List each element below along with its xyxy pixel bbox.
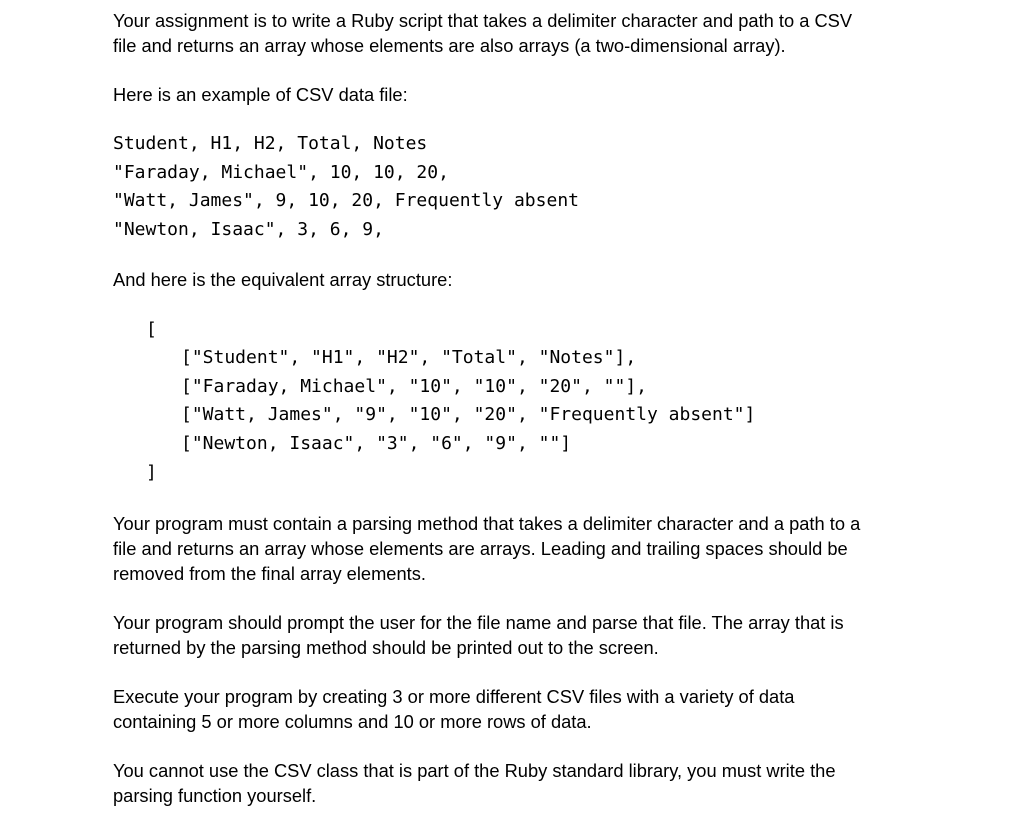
intro-paragraph [113,8,913,58]
parsing-requirement-paragraph [113,511,913,586]
array-row: ["Watt, James", "9", "10", "20", "Frequently absent"] [181,404,756,425]
execution-requirement-paragraph [113,684,913,734]
csv-line: "Faraday, Michael", 10, 10, 20, [113,161,449,183]
array-open-bracket: [ [146,319,157,340]
execution-line: containing 5 or more columns and 10 or more rows of data. [113,711,592,732]
array-rows [181,344,755,458]
prompt-line: returned by the parsing method should be printed out to the screen. [113,637,659,658]
prompt-requirement-paragraph [113,610,913,660]
prompt-line: Your program should prompt the user for the file name and parse that file. The array that is [113,612,844,633]
array-row: ["Faraday, Michael", "10", "10", "20", ""], [181,375,647,397]
csv-line: "Newton, Isaac", 3, 6, 9, [113,218,384,240]
array-row: ["Newton, Isaac", "3", "6", "9", ""] [181,432,572,454]
parsing-line: Your program must contain a parsing method that takes a delimiter character and a path to a [113,513,861,534]
csv-heading: Here is an example of CSV data file: [113,84,408,105]
csv-example-block [113,130,579,244]
csv-line: "Watt, James", 9, 10, 20, Frequently absent [113,190,579,211]
parsing-line: removed from the final array elements. [113,563,426,584]
execution-line: Execute your program by creating 3 or more different CSV files with a variety of data [113,686,795,707]
intro-line: Your assignment is to write a Ruby script that takes a delimiter character and path to a CSV [113,10,853,31]
array-heading: And here is the equivalent array structure: [113,269,453,290]
parsing-line: file and returns an array whose elements are arrays. Leading and trailing spaces should be [113,538,848,559]
restriction-paragraph [113,758,913,808]
intro-line: file and returns an array whose elements are also arrays (a two-dimensional array). [113,35,786,56]
restriction-line: You cannot use the CSV class that is part of the Ruby standard library, you must write the [113,760,836,781]
restriction-line: parsing function yourself. [113,785,317,806]
csv-line: Student, H1, H2, Total, Notes [113,133,428,154]
array-close-bracket: ] [146,462,157,483]
array-row: ["Student", "H1", "H2", "Total", "Notes"], [181,347,637,368]
